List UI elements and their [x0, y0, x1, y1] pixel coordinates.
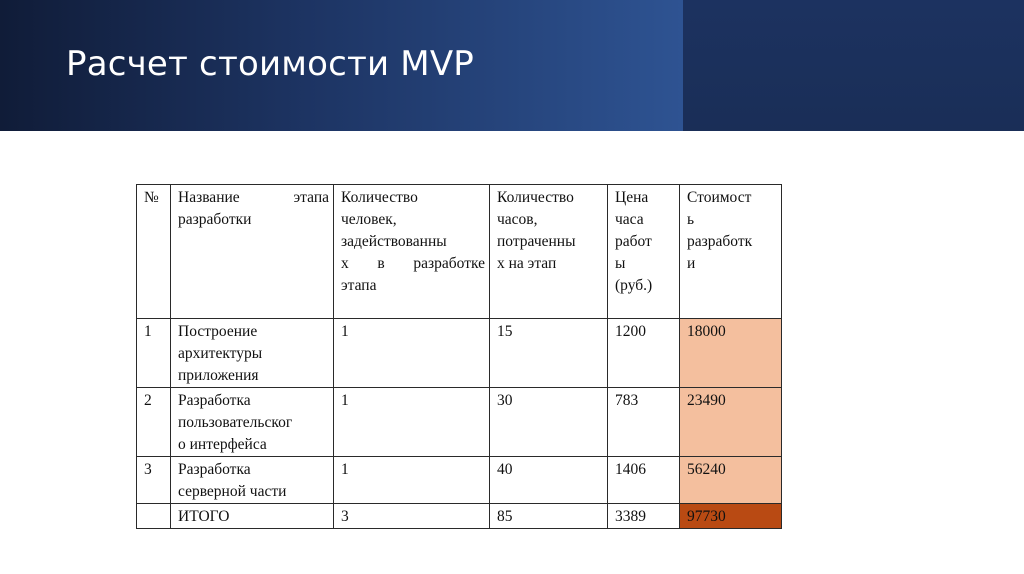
table-row — [137, 388, 782, 457]
total-hours: 85 — [490, 504, 608, 529]
total-num — [137, 504, 171, 529]
row-stage — [171, 319, 334, 388]
row-stage-l1: Построение — [178, 323, 258, 340]
row-stage-l3: о интерфейса — [178, 436, 267, 453]
row-stage-l3: приложения — [178, 367, 259, 384]
row-cost: 23490 — [680, 388, 782, 457]
header-hours-l2: часов, — [497, 211, 538, 228]
header-hours-l1: Количество — [497, 189, 574, 206]
table-header-row — [137, 185, 782, 319]
header-people-l3: задействованны — [341, 233, 447, 250]
total-price: 3389 — [608, 504, 680, 529]
row-hours: 40 — [490, 457, 608, 504]
slide-title: Расчет стоимости MVP — [66, 44, 474, 84]
header-price-l4: ы — [615, 255, 626, 272]
header-stage-line1: Название этапа — [178, 189, 329, 206]
header-num-text: № — [144, 189, 159, 206]
total-cost: 97730 — [680, 504, 782, 529]
header-num — [137, 185, 171, 319]
header-people-l1: Количество — [341, 189, 418, 206]
header-price-l5: (руб.) — [615, 277, 653, 294]
header-cost-l4: и — [687, 255, 696, 272]
header-stage-line2: разработки — [178, 211, 252, 228]
row-stage-l2: пользовательског — [178, 414, 293, 431]
row-hours: 15 — [490, 319, 608, 388]
header-hours — [490, 185, 608, 319]
row-cost: 56240 — [680, 457, 782, 504]
total-people: 3 — [334, 504, 490, 529]
header-right-panel — [683, 0, 1024, 131]
header-price — [608, 185, 680, 319]
slide-header — [0, 0, 1024, 131]
header-hours-l3: потраченны — [497, 233, 576, 250]
header-people-l2: человек, — [341, 211, 397, 228]
header-price-l2: часа — [615, 211, 644, 228]
header-price-l3: работ — [615, 233, 652, 250]
row-stage — [171, 457, 334, 504]
row-stage — [171, 388, 334, 457]
row-price: 1406 — [608, 457, 680, 504]
row-people: 1 — [334, 388, 490, 457]
header-price-l1: Цена — [615, 189, 649, 206]
header-people-l5: этапа — [341, 277, 377, 294]
header-cost-l1: Стоимост — [687, 189, 752, 206]
row-num: 3 — [137, 457, 171, 504]
row-price: 783 — [608, 388, 680, 457]
total-label: ИТОГО — [171, 504, 334, 529]
row-people: 1 — [334, 319, 490, 388]
header-cost-l3: разработк — [687, 233, 753, 250]
row-price: 1200 — [608, 319, 680, 388]
table-total-row — [137, 504, 782, 529]
row-people: 1 — [334, 457, 490, 504]
row-stage-l1: Разработка — [178, 392, 251, 409]
row-num: 2 — [137, 388, 171, 457]
row-hours: 30 — [490, 388, 608, 457]
table-row — [137, 319, 782, 388]
row-cost: 18000 — [680, 319, 782, 388]
header-cost — [680, 185, 782, 319]
row-num: 1 — [137, 319, 171, 388]
header-hours-l4: х на этап — [497, 255, 557, 272]
row-stage-l1: Разработка — [178, 461, 251, 478]
cost-table — [136, 184, 782, 529]
header-stage — [171, 185, 334, 319]
header-people — [334, 185, 490, 319]
header-cost-l2: ь — [687, 211, 695, 228]
row-stage-l2: архитектуры — [178, 345, 263, 362]
row-stage-l2: серверной части — [178, 483, 287, 500]
table-row — [137, 457, 782, 504]
header-people-l4: х в разработке — [341, 255, 485, 272]
